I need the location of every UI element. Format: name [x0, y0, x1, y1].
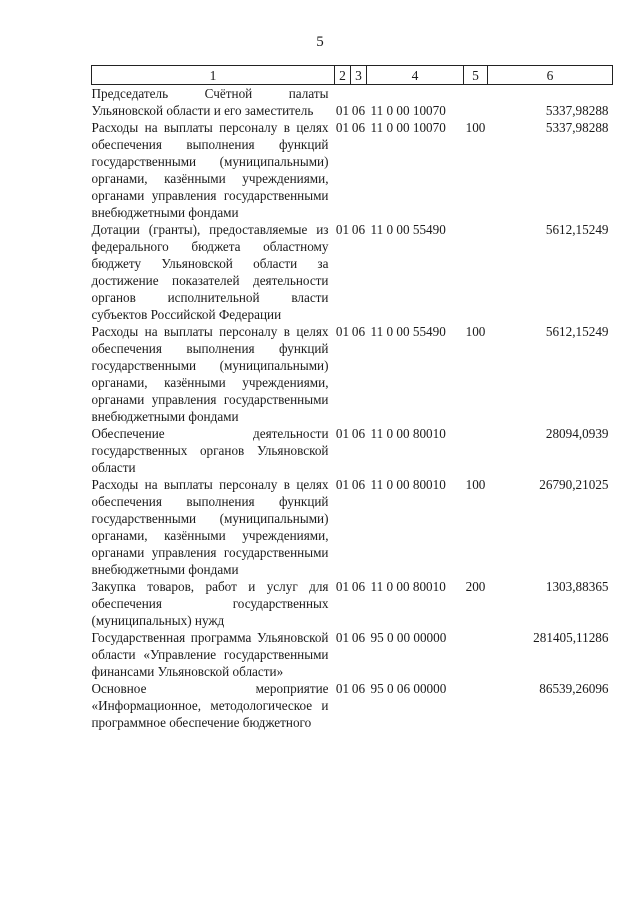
page-number: 5	[316, 34, 324, 50]
row-sum: 281405,11286	[533, 630, 609, 645]
row-sum: 28094,0939	[545, 426, 609, 441]
row-sum: 1303,88365	[545, 579, 609, 594]
row-sum: 5612,15249	[545, 324, 609, 339]
row-csr: 11 0 00 55490	[370, 222, 446, 237]
row-rz: 01	[335, 579, 350, 594]
row-rz: 01	[335, 103, 350, 118]
row-vr	[464, 629, 488, 680]
row-csr: 11 0 00 55490	[370, 324, 446, 339]
row-csr: 11 0 00 80010	[370, 579, 446, 594]
row-pr: 06	[351, 630, 366, 645]
table-row	[92, 119, 613, 221]
header-col-4: 4	[367, 66, 464, 85]
table-row	[92, 578, 613, 629]
row-sum: 5337,98288	[545, 120, 609, 135]
row-sum: 5337,98288	[545, 103, 609, 118]
row-csr: 11 0 00 80010	[370, 426, 446, 441]
row-vr	[464, 425, 488, 476]
row-pr: 06	[351, 103, 366, 118]
budget-table	[91, 65, 613, 731]
row-name: Основное мероприятие «Информационное, методологическое и программное обеспечение бюджетного	[91, 681, 329, 730]
header-col-1: 1	[92, 66, 335, 85]
table-row	[92, 680, 613, 731]
row-pr: 06	[351, 681, 366, 696]
row-rz: 01	[335, 477, 350, 492]
row-csr: 11 0 00 80010	[370, 477, 446, 492]
row-csr: 95 0 00 00000	[370, 630, 447, 645]
row-pr: 06	[351, 222, 366, 237]
header-col-3: 3	[351, 66, 367, 85]
table-row	[92, 85, 613, 120]
row-vr: 100	[465, 477, 486, 492]
table-header-row	[92, 66, 613, 85]
row-sum: 86539,26096	[539, 681, 609, 696]
row-vr: 100	[465, 120, 486, 135]
row-vr: 200	[465, 579, 486, 594]
row-rz: 01	[335, 630, 350, 645]
row-pr: 06	[351, 426, 366, 441]
row-name: Государственная программа Ульяновской области «Управление государственными финансами Ульяновской области»	[91, 630, 329, 679]
row-name: Расходы на выплаты персоналу в целях обеспечения выполнения функций государственными (муниципальными) органами, казёнными учреждениями, органами управления государственными внебюджетными фондами	[91, 120, 329, 220]
row-pr: 06	[351, 579, 366, 594]
row-name: Обеспечение деятельности государственных органов Ульяновской области	[91, 426, 329, 475]
header-col-6: 6	[488, 66, 613, 85]
row-name: Расходы на выплаты персоналу в целях обеспечения выполнения функций государственными (муниципальными) органами, казёнными учреждениями, органами управления государственными внебюджетными фондами	[91, 477, 329, 577]
row-rz: 01	[335, 324, 350, 339]
row-vr	[464, 680, 488, 731]
row-name: Закупка товаров, работ и услуг для обеспечения государственных (муниципальных) нужд	[91, 579, 329, 628]
row-pr: 06	[351, 324, 366, 339]
table-row	[92, 425, 613, 476]
table-row	[92, 629, 613, 680]
header-col-2: 2	[335, 66, 351, 85]
row-sum: 26790,21025	[539, 477, 609, 492]
row-rz: 01	[335, 222, 350, 237]
row-vr	[464, 85, 488, 120]
row-rz: 01	[335, 120, 350, 135]
table-row	[92, 221, 613, 323]
row-vr	[464, 221, 488, 323]
row-name: Председатель Счётной палаты Ульяновской области и его заместитель	[91, 86, 329, 118]
header-col-5: 5	[464, 66, 488, 85]
row-csr: 11 0 00 10070	[370, 120, 446, 135]
row-csr: 11 0 00 10070	[370, 103, 446, 118]
row-name: Дотации (гранты), предоставляемые из федерального бюджета областному бюджету Ульяновской области за достижение показателей деятельности органов исполнительной власти субъектов Российской Федерации	[91, 222, 329, 322]
row-csr: 95 0 06 00000	[370, 681, 447, 696]
row-vr: 100	[465, 324, 486, 339]
row-rz: 01	[335, 681, 350, 696]
table-row	[92, 323, 613, 425]
row-pr: 06	[351, 120, 366, 135]
table-row	[92, 476, 613, 578]
row-sum: 5612,15249	[545, 222, 609, 237]
row-name: Расходы на выплаты персоналу в целях обеспечения выполнения функций государственными (муниципальными) органами, казёнными учреждениями, органами управления государственными внебюджетными фондами	[91, 324, 329, 424]
row-pr: 06	[351, 477, 366, 492]
row-rz: 01	[335, 426, 350, 441]
